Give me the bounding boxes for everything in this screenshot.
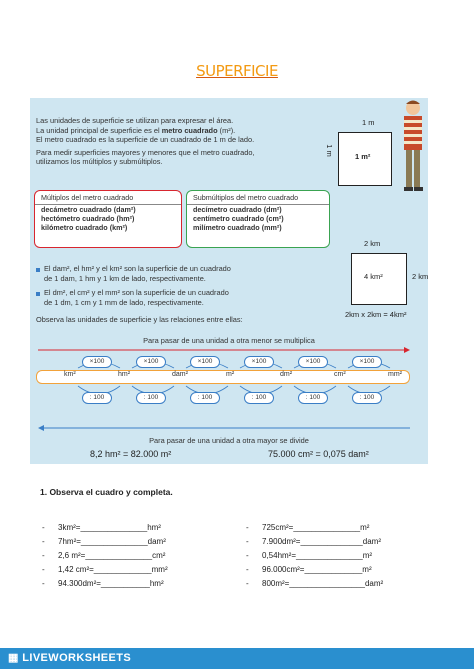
figure1-side-label: 1 m: [324, 144, 334, 157]
exercise-item[interactable]: 725cm²=_______________m²: [262, 523, 370, 532]
multiples-box: [34, 190, 182, 248]
boy-illustration: [398, 98, 428, 198]
multiply-oval: ×100: [136, 356, 166, 368]
submultiples-box: [186, 190, 330, 248]
exercise-dash: -: [246, 537, 249, 546]
exercise-heading: 1. Observa el cuadro y completa.: [40, 487, 173, 497]
multiples-row: hectómetro cuadrado (hm²): [41, 214, 135, 223]
submultiples-row: decímetro cuadrado (dm²): [193, 205, 282, 214]
figure2-side-label: 2 km: [412, 272, 429, 281]
exercise-dash: -: [42, 551, 45, 560]
divide-oval: : 100: [190, 392, 220, 404]
exercise-item[interactable]: 7hm²=_______________dam²: [58, 537, 166, 546]
unit-label: dm²: [280, 371, 293, 378]
exercise-dash: -: [246, 579, 249, 588]
bullet-icon: [36, 292, 40, 296]
exercise-item[interactable]: 96.000cm²=_____________m²: [262, 565, 372, 574]
page-title: SUPERFICIE: [196, 62, 278, 80]
bullet-text-1: El dam², el hm² y el km² son la superficie de un cuadrado de 1 dam, 1 hm y 1 km de lado, respectivamente.: [44, 264, 231, 283]
observe-text: Observa las unidades de superficie y las relaciones entre ellas:: [36, 315, 243, 324]
divide-oval: : 100: [136, 392, 166, 404]
divide-oval: : 100: [244, 392, 274, 404]
exercise-dash: -: [42, 579, 45, 588]
units-strip: [36, 370, 410, 384]
submultiples-row: milímetro cuadrado (mm²): [193, 223, 282, 232]
exercise-item[interactable]: 3km²=_______________hm²: [58, 523, 161, 532]
unit-label: dam²: [172, 371, 188, 378]
example-1: 8,2 hm² = 82.000 m²: [90, 449, 172, 459]
multiples-row: decámetro cuadrado (dam²): [41, 205, 136, 214]
exercise-dash: -: [42, 537, 45, 546]
multiples-row: kilómetro cuadrado (km²): [41, 223, 128, 232]
exercise-item[interactable]: 94.300dm²=___________hm²: [58, 579, 164, 588]
footer-logo: ▦ LIVEWORKSHEETS: [8, 652, 132, 664]
unit-label: km²: [64, 371, 76, 378]
panel-text: [36, 116, 366, 167]
panel-line-5: utilizamos los múltiplos y submúltiplos.: [36, 157, 163, 166]
example-2: 75.000 cm² = 0,075 dam²: [268, 449, 369, 459]
panel-line-2: La unidad principal de superficie es el metro cuadrado (m²).: [36, 125, 236, 135]
submultiples-header: Submúltiplos del metro cuadrado: [187, 191, 329, 205]
exercise-item[interactable]: 2,6 m²=_______________cm²: [58, 551, 166, 560]
exercise-dash: -: [246, 551, 249, 560]
figure2-inside-label: 4 km²: [364, 272, 383, 281]
panel-line-3: El metro cuadrado es la superficie de un cuadrado de 1 m de lado.: [36, 135, 255, 144]
figure2-formula: 2km x 2km = 4km²: [345, 310, 407, 319]
exercise-item[interactable]: 1,42 cm²=_____________mm²: [58, 565, 168, 574]
top-caption: Para pasar de una unidad a otra menor se multiplica: [143, 336, 315, 345]
unit-label: hm²: [118, 371, 131, 378]
multiples-header: Múltiplos del metro cuadrado: [35, 191, 181, 205]
exercise-dash: -: [246, 565, 249, 574]
multiply-oval: ×100: [298, 356, 328, 368]
exercise-item[interactable]: 7.900dm²=______________dam²: [262, 537, 381, 546]
divide-oval: : 100: [82, 392, 112, 404]
bullet-text-2: El dm², el cm² y el mm² son la superficie de un cuadrado de 1 dm, 1 cm y 1 mm de lado, respectivamente.: [44, 288, 229, 307]
panel-line-1: Las unidades de superficie se utilizan para expresar el área.: [36, 116, 234, 125]
divide-oval: : 100: [352, 392, 382, 404]
multiply-arrow-head: [404, 347, 410, 353]
submultiples-row: centímetro cuadrado (cm²): [193, 214, 284, 223]
exercise-dash: -: [42, 523, 45, 532]
exercise-item[interactable]: 800m²=_________________dam²: [262, 579, 384, 588]
exercise-dash: -: [246, 523, 249, 532]
divide-arrow-head: [38, 425, 44, 431]
multiply-oval: ×100: [190, 356, 220, 368]
multiply-oval: ×100: [244, 356, 274, 368]
divide-oval: : 100: [298, 392, 328, 404]
bottom-caption: Para pasar de una unidad a otra mayor se divide: [149, 436, 309, 445]
exercise-item[interactable]: 0,54hm²=_______________m²: [262, 551, 373, 560]
multiply-oval: ×100: [352, 356, 382, 368]
unit-label: mm²: [388, 371, 402, 378]
multiply-oval: ×100: [82, 356, 112, 368]
panel-line-4: Para medir superficies mayores y menores que el metro cuadrado,: [36, 147, 255, 157]
figure1-top-label: 1 m: [362, 118, 375, 127]
figure1-inside-label: 1 m²: [355, 152, 371, 161]
exercise-dash: -: [42, 565, 45, 574]
bullet-icon: [36, 268, 40, 272]
unit-label: cm²: [334, 371, 346, 378]
figure2-top-label: 2 km: [364, 239, 381, 248]
unit-label: m²: [226, 371, 235, 378]
